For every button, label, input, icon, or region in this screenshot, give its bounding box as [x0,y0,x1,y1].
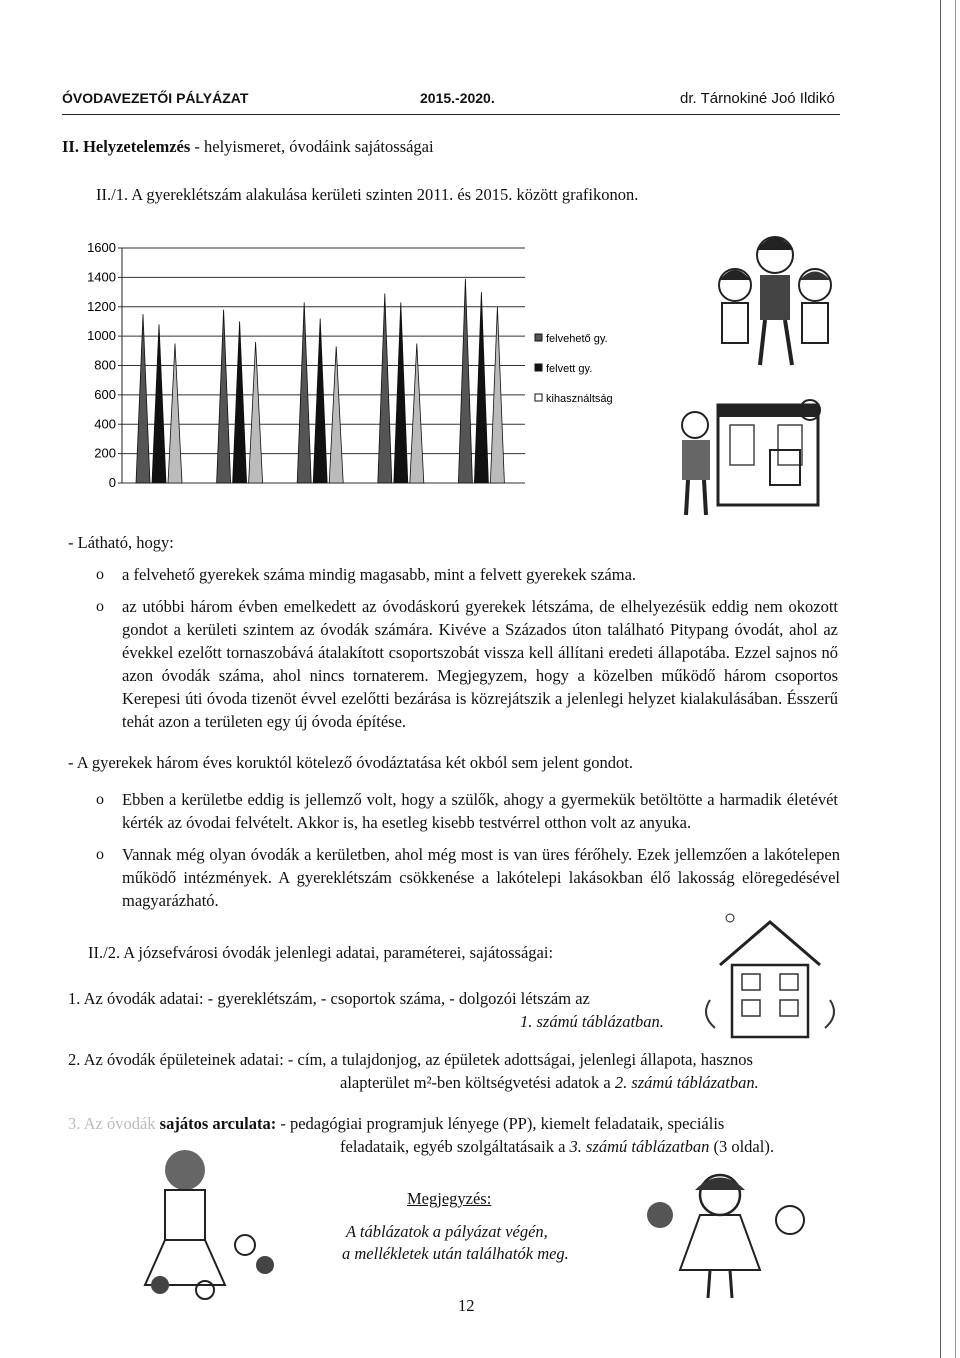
chart-spike [394,302,408,483]
chart-legend-swatch [535,334,542,341]
enrollment-chart [60,230,700,500]
kindergarten-house-illustration [700,910,840,1045]
header-center: 2015.-2020. [420,90,495,106]
bullet-marker: o [96,846,104,863]
chart-spike [458,279,472,483]
chart-legend-label: kihasználtság [546,393,613,405]
bullet-marker: o [96,598,104,615]
header-right: dr. Tárnokiné Joó Ildikó [680,90,835,107]
note-title: Megjegyzés: [407,1189,492,1208]
dash-paragraph: - A gyerekek három éves koruktól kötelező óvodáztatása két okból sem jelent gondot. [68,753,633,772]
item-1-ref: 1. számú táblázatban. [520,1012,664,1031]
item-2-line2: alapterület m²-ben költségvetési adatok a 2. számú táblázatban. [340,1073,759,1092]
chart-spike [313,319,327,484]
chart-spike [474,292,488,483]
item-3-line2: feladataik, egyéb szolgáltatásaik a 3. számú táblázatban (3 oldal). [340,1137,774,1156]
bullet-2-2: Vannak még olyan óvodák a kerületben, ahol még most is van üres férőhely. Ezek jellemzően a lakótelepen működő intézmények. A gyereklétszám csökkenése a lakótelepi lakásokban élő lakosság elöregedésével magyarázható. [122,845,840,910]
chart-y-tick-label: 1000 [87,328,116,344]
chart-y-tick-label: 800 [94,357,116,373]
chart-spike [329,346,343,483]
section-title: II. Helyzetelemzés - helyismeret, óvodáink sajátosságai [62,137,434,156]
chart-y-tick-label: 0 [108,475,116,490]
children-group-illustration [700,225,850,385]
bullet-marker: o [96,566,104,583]
subsection-1-title: II./1. A gyereklétszám alakulása kerületi szinten 2011. és 2015. között grafikonon. [96,185,639,204]
chart-spike [168,343,182,483]
bullet-marker: o [96,791,104,808]
chart-y-ticks [87,240,116,490]
bullet-1-2: az utóbbi három évben emelkedett az óvodáskorú gyerekek létszáma, de elhelyezésük eddig nem okozott gondot a kerületi szintem az óvodák számára. Kivéve a Százados úton található Pitypang óvodát, ahol az évekkel ezelőtt tornaszobává átalakított csoportszobát vissza kell állítani eredeti állapotába. Ezzel sajnos nő azon óvodák száma, ahol nincs tornaterem. Megjegyzem, hogy a közelben működő három csoportos Kerepesi úti óvoda tizenöt évvel ezelőtti bezárása is közrejátszik a jelenlegi helyzet kialakulásában. Ésszerű tehát azon a területen egy új óvoda építése. [122,597,838,731]
chart-spike [152,324,166,483]
chart-legend-swatch [535,394,542,401]
item-3-text: 3. Az óvodák sajátos arculata: - pedagógiai programjuk lényege (PP), kiemelt feladataik, speciális [68,1114,725,1133]
chart-series [136,279,504,483]
note-line-1: A táblázatok a pályázat végén, [346,1222,548,1241]
lathato-heading: - Látható, hogy: [68,533,174,552]
bullet-1-1: a felvehető gyerekek száma mindig magasabb, mint a felvett gyerekek száma. [122,565,637,584]
header-rule [62,114,840,115]
chart-y-tick-label: 1200 [87,298,116,314]
chart-y-tick-label: 200 [94,445,116,461]
note-line-2: a mellékletek után találhatók meg. [342,1244,569,1263]
chart-y-tick-label: 400 [94,416,116,432]
header-left: ÓVODAVEZETŐI PÁLYÁZAT [62,90,249,106]
page-edge-line [955,0,956,1358]
chart-legend-swatch [535,364,542,371]
chart-legend-label: felvehető gy. [546,333,608,345]
teacher-children-illustration [135,1145,285,1305]
chart-spike [249,342,263,483]
girls-illustration [630,1170,830,1305]
chart-legend-label: felvett gy. [546,363,593,375]
item-1-text: 1. Az óvodák adatai: - gyereklétszám, - csoportok száma, - dolgozói létszám az [68,989,590,1008]
chart-spike [233,321,247,483]
chart-spike [136,314,150,483]
chart-y-tick-label: 1400 [87,269,116,285]
page-number: 12 [458,1296,475,1315]
subsection-2-title: II./2. A józsefvárosi óvodák jelenlegi adatai, paraméterei, sajátosságai: [88,943,554,962]
page-edge-line [940,0,941,1358]
chart-spike [378,294,392,483]
chart-y-tick-label: 1600 [87,240,116,255]
bullet-2-1: Ebben a kerületbe eddig is jellemző volt, hogy a szülők, ahogy a gyermekük betöltötte a harmadik életévét kérték az óvodai felvételt. Akkor is, ha esetleg kisebb testvérrel otthon volt az anyuka. [122,790,838,832]
item-2-text: 2. Az óvodák épületeinek adatai: - cím, a tulajdonjog, az épületek adottságai, jelenlegi állapota, hasznos [68,1050,753,1069]
chart-spike [410,343,424,483]
children-wardrobe-illustration [660,385,860,530]
chart-legend [535,333,613,405]
chart-y-tick-label: 600 [94,386,116,402]
chart-spike [297,302,311,483]
